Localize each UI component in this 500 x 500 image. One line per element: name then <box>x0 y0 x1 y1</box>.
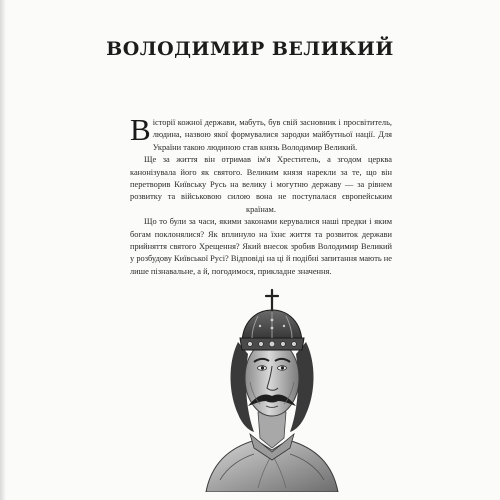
body-text <box>130 112 392 278</box>
paragraph-1-text: історії кожної держави, мабуть, був свій засновник і просвітитель, людина, назвою якої формувалися зародки майбутньої нації. Для України такою людиною став князь Володимир Великий. <box>152 118 392 152</box>
paragraph-2: Ще за життя він отримав ім'я Хреститель, а згодом церква канонізувала його як святого. Великим князя нарекли за те, що він перетворив Київську Русь на велику і могутню державу — за рівнем розвитку та військовою силою вона не поступалася європейським країнам. <box>130 155 392 214</box>
page-gutter-shadow <box>0 0 6 500</box>
face <box>245 340 299 416</box>
paragraph-3: Що то були за часи, якими законами керувалися наші предки і яким богам поклонялися? Як вплинуло на їхнє життя та розвиток держави прийняття святого Хрещення? Який внесок зробив Володимир Великий у розбудову Київської Русі? Відповіді на ці й подібні запитання мають не лише пізнавальне, а й, погодимося, прикладне значення. <box>130 217 392 276</box>
neck <box>258 412 286 448</box>
portrait-illustration <box>198 282 346 492</box>
paragraph-1 <box>130 112 392 154</box>
page-title: ВОЛОДИМИР ВЕЛИКИЙ <box>106 38 394 60</box>
drop-cap: В <box>130 112 151 147</box>
crown-cross <box>266 290 278 310</box>
